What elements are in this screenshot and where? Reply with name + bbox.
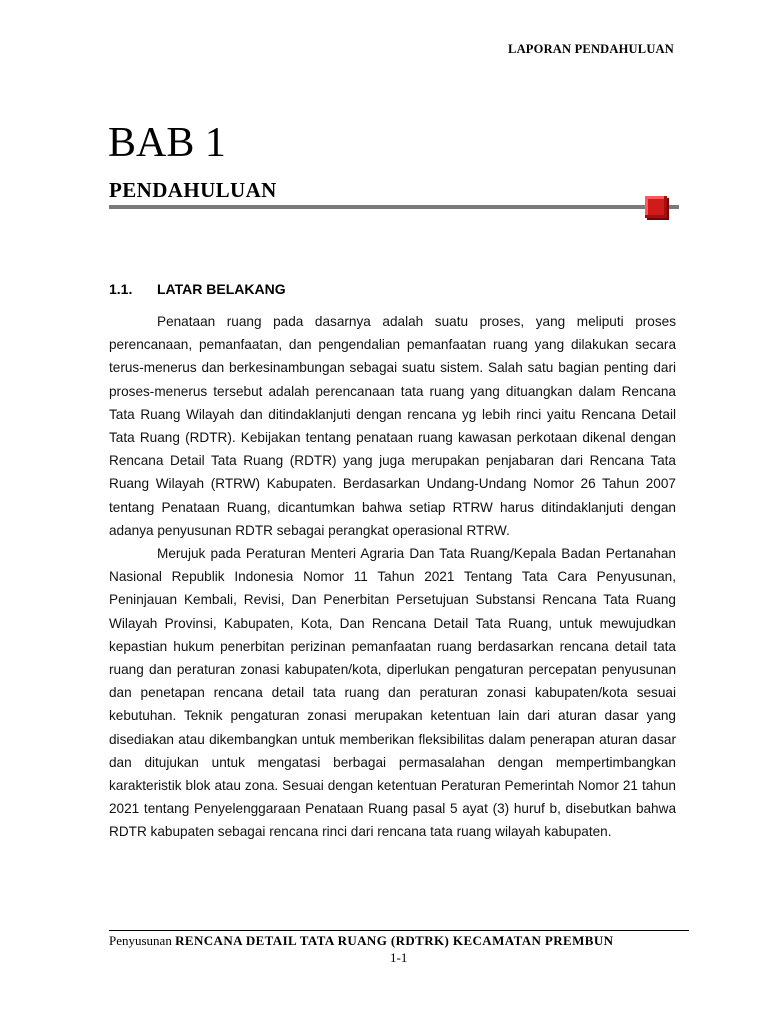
section-heading [109, 281, 286, 297]
running-header: LAPORAN PENDAHULUAN [508, 42, 674, 56]
footer-rule [109, 930, 689, 931]
body-text [109, 310, 676, 844]
chapter-subtitle: PENDAHULUAN [109, 178, 277, 202]
paragraph: Penataan ruang pada dasarnya adalah suatu proses, yang meliputi proses perencanaan, pemanfaatan, dan pengendalian pemanfaatan ruang yang dilakukan secara terus-menerus dan berkesinambungan sebagai suatu sistem. Salah satu bagian penting dari proses-menerus tersebut adalah perencanaan tata ruang yang dituangkan dalam Rencana Tata Ruang Wilayah dan ditindaklanjuti dengan rencana yg lebih rinci yaitu Rencana Detail Tata Ruang (RDTR). Kebijakan tentang penataan ruang kawasan perkotaan dikenal dengan Rencana Detail Tata Ruang (RDTR) yang juga merupakan penjabaran dari Rencana Tata Ruang Wilayah (RTRW) Kabupaten. Berdasarkan Undang-Undang Nomor 26 Tahun 2007 tentang Penataan Ruang, dicantumkan bahwa setiap RTRW harus ditindaklanjuti dengan adanya penyusunan RDTR sebagai perangkat operasional RTRW. [109, 314, 676, 538]
footer [109, 932, 689, 949]
paragraph: Merujuk pada Peraturan Menteri Agraria Dan Tata Ruang/Kepala Badan Pertanahan Nasional Republik Indonesia Nomor 11 Tahun 2021 Tentang Tata Cara Penyusunan, Peninjauan Kembali, Revisi, Dan Penerbitan Persetujuan Substansi Rencana Tata Ruang Wilayah Provinsi, Kabupaten, Kota, Dan Rencana Detail Tata Ruang, untuk mewujudkan kepastian hukum penerbitan perizinan pemanfaatan ruang berdasarkan rencana detail tata ruang dan peraturan zonasi kabupaten/kota, diperlukan pengaturan percepatan penyusunan dan penetapan rencana detail tata ruang dan peraturan zonasi kabupaten/kota sesuai kebutuhan. Teknik pengaturan zonasi merupakan ketentuan lain dari aturan dasar yang disediakan atau dikembangkan untuk memberikan fleksibilitas dalam penerapan aturan dasar dan ditujukan untuk mengatasi berbagai permasalahan dengan mempertimbangkan karakteristik blok atau zona. Sesuai dengan ketentuan Peraturan Pemerintah Nomor 21 tahun 2021 tentang Penyelenggaraan Penataan Ruang pasal 5 ayat (3) huruf b, disebutkan bahwa RDTR kabupaten sebagai rencana rinci dari rencana tata ruang wilayah kabupaten. [109, 546, 676, 840]
footer-prefix: Penyusunan [109, 933, 172, 948]
red-square-ornament [645, 196, 667, 218]
chapter-rule [109, 205, 679, 209]
section-title: LATAR BELAKANG [157, 281, 286, 297]
section-number: 1.1. [109, 281, 133, 297]
chapter-label: BAB 1 [108, 120, 226, 166]
footer-title: RENCANA DETAIL TATA RUANG (RDTRK) KECAMATAN PREMBUN [175, 933, 614, 948]
page-number: 1-1 [390, 950, 408, 965]
